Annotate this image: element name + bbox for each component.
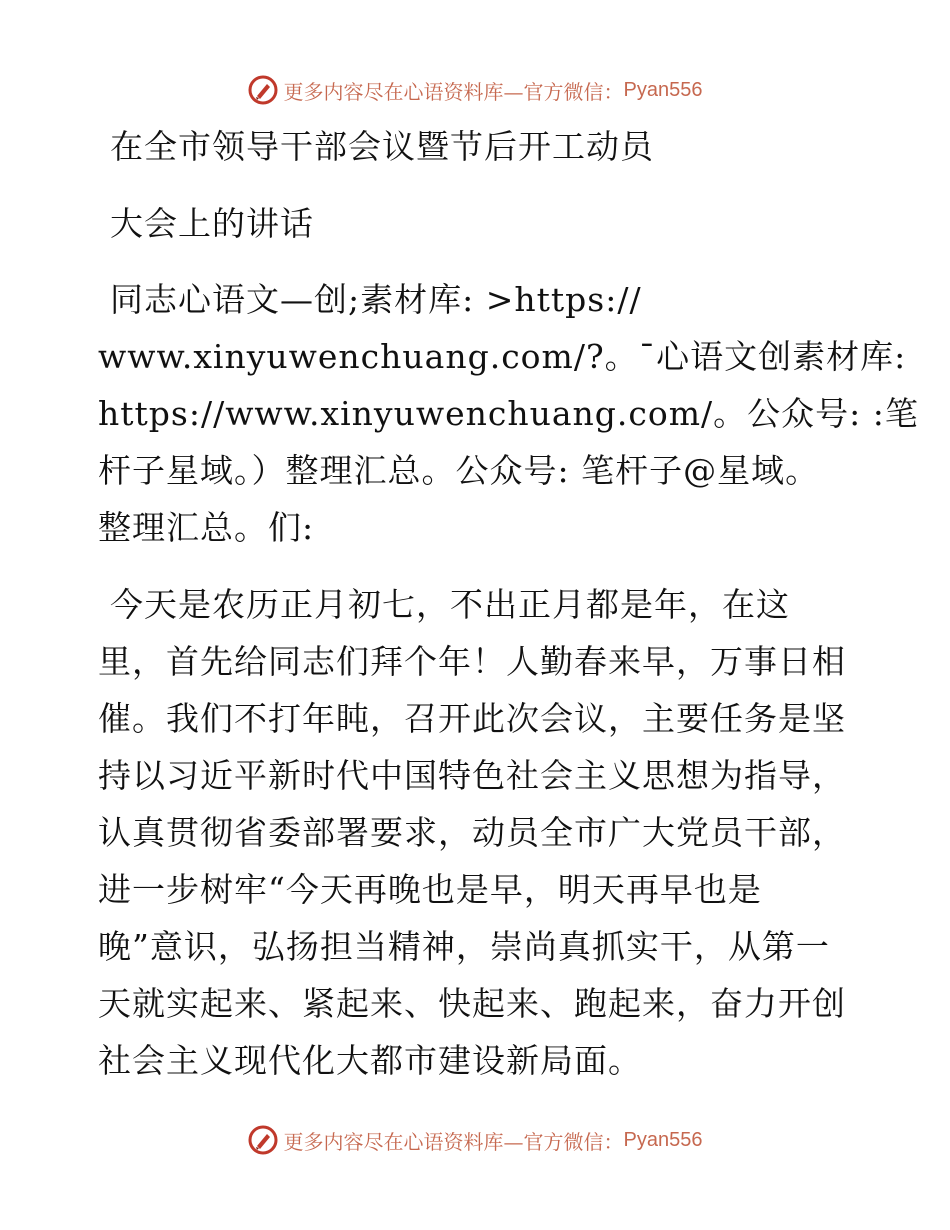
salutation-line: www.xinyuwenchuang.com/?。¯心语文创素材库: [98,337,907,376]
body-line: 天就实起来、紧起来、快起来、跑起来，奋力开创 [98,984,846,1023]
header-watermark [0,70,950,110]
body-line: 进一步树牢“今天再晚也是早，明天再早也是 [98,870,762,909]
salutation-line: 整理汇总。们: [98,508,315,547]
title-line-2: 大会上的讲话 [110,204,314,243]
pen-logo-icon [248,1125,278,1155]
body-line: 催。我们不打年盹，召开此次会议，主要任务是坚 [98,699,846,738]
watermark-text: 更多内容尽在心语资料库—官方微信： [283,79,624,104]
body-line: 社会主义现代化大都市建设新局面。 [98,1041,642,1080]
watermark-id: Pyan556 [623,1128,703,1151]
pen-logo-icon [248,75,278,105]
document-body [98,118,919,1089]
body-line: 今天是农历正月初七，不出正月都是年，在这 [110,585,790,624]
title-line-1: 在全市领导干部会议暨节后开工动员 [110,127,654,166]
salutation-line: 同志心语文—创;素材库: >https:// [110,280,642,319]
salutation-line: https://www.xinyuwenchuang.com/。公众号: :笔 [98,394,919,433]
body-line: 认真贯彻省委部署要求，动员全市广大党员干部， [98,813,846,852]
salutation-line: 杆子星域。）整理汇总。公众号: 笔杆子@星域。 [98,451,820,490]
body-line: 持以习近平新时代中国特色社会主义思想为指导， [98,756,846,795]
body-line: 晚”意识，弘扬担当精神，崇尚真抓实干，从第一 [98,927,830,966]
footer-watermark [0,1120,950,1160]
body-line: 里，首先给同志们拜个年！人勤春来早，万事日相 [98,642,846,681]
watermark-text: 更多内容尽在心语资料库—官方微信： [283,1129,624,1154]
watermark-id: Pyan556 [623,78,703,101]
